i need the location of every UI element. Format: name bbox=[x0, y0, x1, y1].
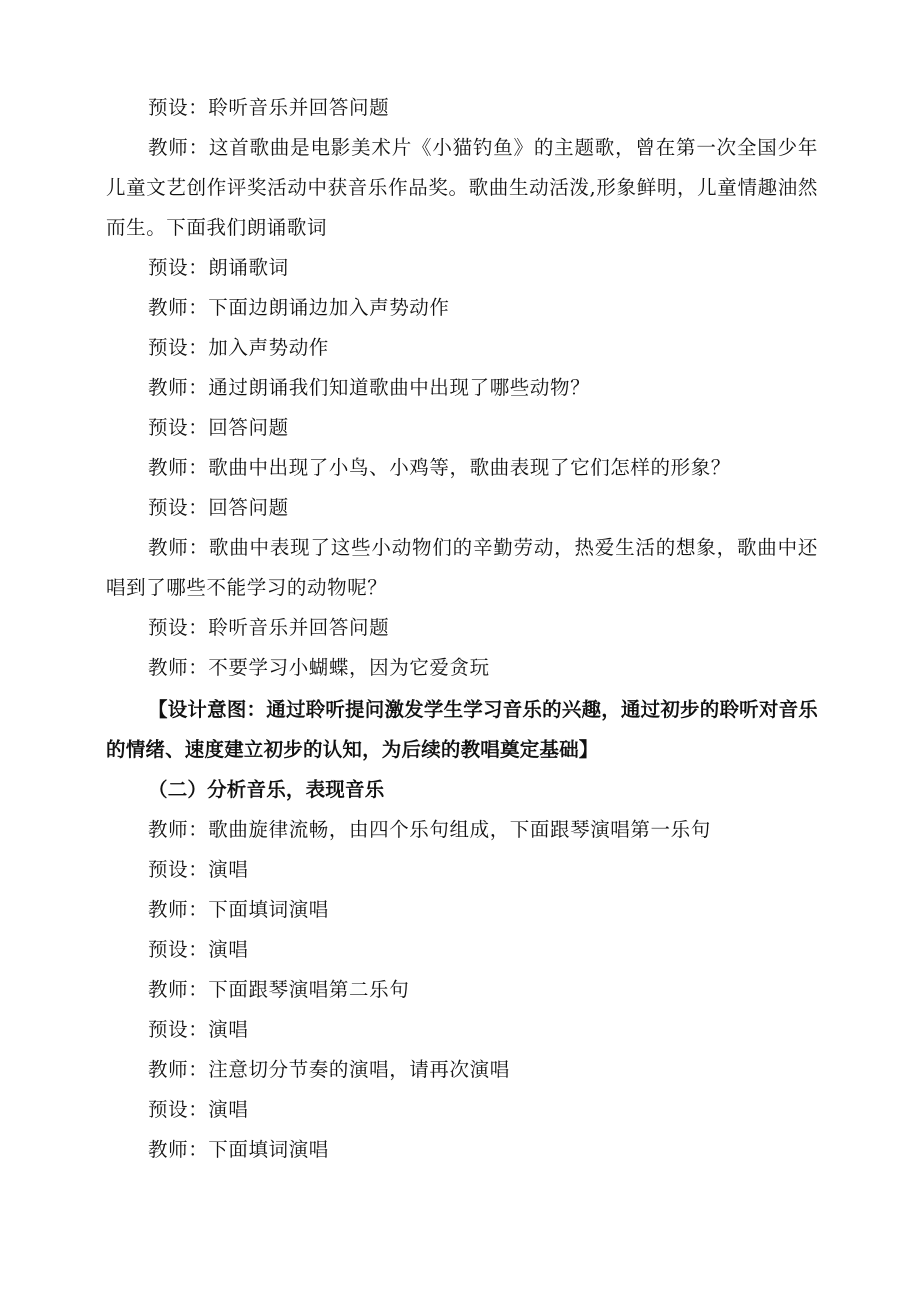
design-intent: 【设计意图：通过聆听提问激发学生学习音乐的兴趣，通过初步的聆听对音乐的情绪、速度建立初步的认知，为后续的教唱奠定基础】 bbox=[106, 698, 818, 761]
document-body bbox=[106, 88, 818, 1170]
paragraph-1: 预设：聆听音乐并回答问题 bbox=[148, 96, 390, 119]
paragraph-15: 教师：下面填词演唱 bbox=[148, 898, 329, 921]
paragraph-12: 教师：不要学习小蝴蝶，因为它爱贪玩 bbox=[148, 656, 490, 679]
paragraph-2: 教师：这首歌曲是电影美术片《小猫钓鱼》的主题歌，曾在第一次全国少年儿童文艺创作评奖活动中获音乐作品奖。歌曲生动活泼,形象鲜明，儿童情趣油然而生。下面我们朗诵歌词 bbox=[106, 136, 818, 239]
paragraph-5: 预设：加入声势动作 bbox=[148, 336, 329, 359]
paragraph-18: 预设：演唱 bbox=[148, 1018, 249, 1041]
paragraph-4: 教师：下面边朗诵边加入声势动作 bbox=[148, 296, 450, 319]
paragraph-21: 教师：下面填词演唱 bbox=[148, 1138, 329, 1161]
paragraph-13: 教师：歌曲旋律流畅，由四个乐句组成，下面跟琴演唱第一乐句 bbox=[148, 818, 711, 841]
paragraph-8: 教师：歌曲中出现了小鸟、小鸡等，歌曲表现了它们怎样的形象？ bbox=[148, 456, 731, 479]
paragraph-19: 教师：注意切分节奏的演唱，请再次演唱 bbox=[148, 1058, 510, 1081]
paragraph-9: 预设：回答问题 bbox=[148, 496, 289, 519]
paragraph-17: 教师：下面跟琴演唱第二乐句 bbox=[148, 978, 410, 1001]
paragraph-10: 教师：歌曲中表现了这些小动物们的辛勤劳动，热爱生活的想象，歌曲中还唱到了哪些不能学习的动物呢？ bbox=[106, 536, 818, 599]
paragraph-14: 预设：演唱 bbox=[148, 858, 249, 881]
section-heading: （二）分析音乐，表现音乐 bbox=[148, 778, 385, 801]
paragraph-20: 预设：演唱 bbox=[148, 1098, 249, 1121]
paragraph-11: 预设：聆听音乐并回答问题 bbox=[148, 616, 390, 639]
paragraph-6: 教师：通过朗诵我们知道歌曲中出现了哪些动物？ bbox=[148, 376, 591, 399]
paragraph-16: 预设：演唱 bbox=[148, 938, 249, 961]
paragraph-3: 预设：朗诵歌词 bbox=[148, 256, 289, 279]
paragraph-7: 预设：回答问题 bbox=[148, 416, 289, 439]
